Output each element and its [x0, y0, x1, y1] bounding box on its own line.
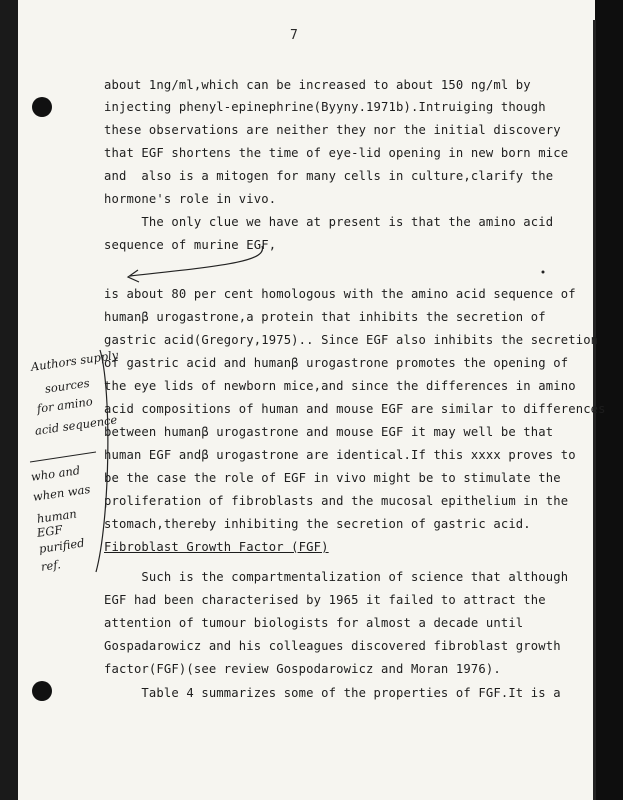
punch-hole-top — [32, 97, 52, 117]
punch-hole-bottom — [32, 681, 52, 701]
text-line: Gospadarowicz and his colleagues discovered fibroblast growth — [104, 639, 561, 653]
scan-left-border — [0, 0, 18, 800]
text-line: the eye lids of newborn mice,and since the differences in amino — [104, 379, 576, 393]
document-page — [18, 0, 595, 800]
text-line: and also is a mitogen for many cells in culture,clarify the — [104, 169, 554, 183]
margin-note-line: ref. — [40, 557, 62, 574]
text-line: humanβ urogastrone,a protein that inhibits the secretion of — [104, 310, 546, 324]
margin-note-line: when was — [32, 481, 92, 504]
text-line: acid compositions of human and mouse EGF are similar to differences — [104, 402, 606, 416]
margin-note-line: who and — [30, 463, 81, 484]
page-number: 7 — [290, 28, 298, 43]
margin-note-line: Authors supply — [30, 347, 120, 374]
section-heading: Fibroblast Growth Factor (FGF) — [104, 540, 329, 554]
text-line: attention of tumour biologists for almost a decade until — [104, 616, 524, 630]
text-line: is about 80 per cent homologous with the amino acid sequence of — [104, 287, 576, 301]
text-line: stomach,thereby inhibiting the secretion of gastric acid. — [104, 517, 531, 531]
text-line: that EGF shortens the time of eye-lid opening in new born mice — [104, 146, 569, 160]
text-line: factor(FGF)(see review Gospodarowicz and Moran 1976). — [104, 662, 501, 676]
text-line: between humanβ urogastrone and mouse EGF it may well be that — [104, 425, 554, 439]
margin-note-line: for amino — [36, 394, 94, 416]
text-line: EGF had been characterised by 1965 it failed to attract the — [104, 593, 546, 607]
text-line: proliferation of fibroblasts and the mucosal epithelium in the — [104, 494, 569, 508]
margin-note-line: acid sequence — [34, 412, 119, 438]
text-line: about 1ng/ml,which can be increased to about 150 ng/ml by — [104, 78, 531, 92]
margin-note-line: human — [36, 506, 78, 526]
text-line: human EGF andβ urogastrone are identical.If this xxxx proves to — [104, 448, 576, 462]
text-line: be the case the role of EGF in vivo might be to stimulate the — [104, 471, 561, 485]
text-line: of gastric acid and humanβ urogastrone promotes the opening of — [104, 356, 569, 370]
text-line: sequence of murine EGF, — [104, 238, 277, 252]
text-line: hormone's role in vivo. — [104, 192, 277, 206]
text-line: these observations are neither they nor the initial discovery — [104, 123, 561, 137]
text-line: Table 4 summarizes some of the properties of FGF.It is a — [104, 686, 561, 700]
margin-note-line: purified — [38, 535, 86, 556]
text-line: The only clue we have at present is that the amino acid — [104, 215, 554, 229]
margin-note-line: EGF — [36, 522, 64, 540]
text-line: Such is the compartmentalization of science that although — [104, 570, 569, 584]
text-line: gastric acid(Gregory,1975).. Since EGF also inhibits the secretion — [104, 333, 599, 347]
margin-note-line: sources — [44, 375, 91, 396]
scan-right-border — [593, 0, 623, 800]
text-line: injecting phenyl-epinephrine(Byyny.1971b).Intruiging though — [104, 100, 546, 114]
